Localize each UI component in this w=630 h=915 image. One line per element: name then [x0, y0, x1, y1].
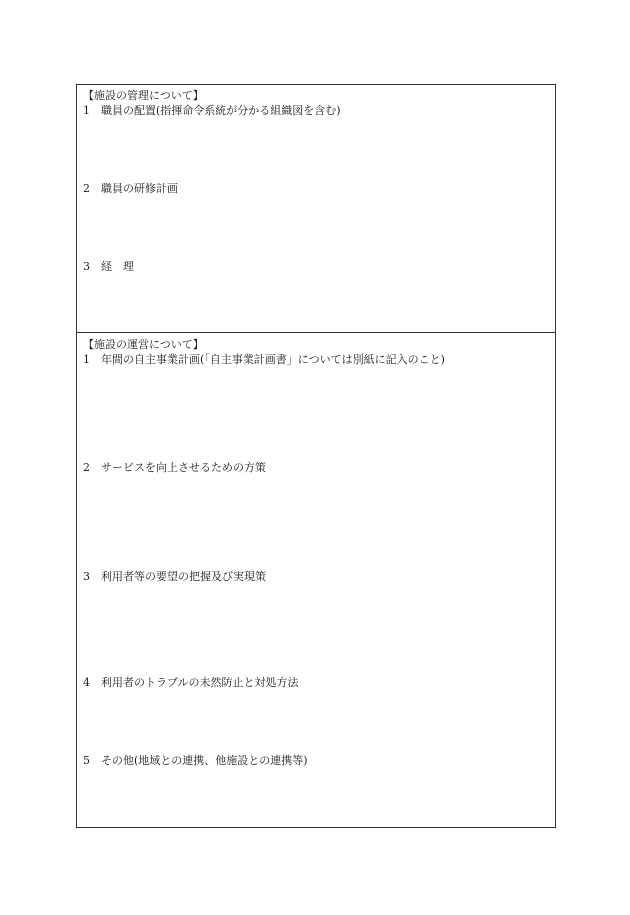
item-label: 年間の自主事業計画(「自主事業計画書」については別紙に記入のこと)	[101, 353, 445, 366]
operation-item-5	[83, 754, 308, 767]
operation-item-1	[83, 353, 445, 366]
item-number: 5	[83, 754, 90, 767]
item-number: 3	[83, 570, 90, 583]
item-label: 経 理	[101, 260, 134, 273]
item-label: その他(地域との連携、他施設との連携等)	[101, 754, 308, 767]
operation-item-2	[83, 461, 266, 474]
management-item-2	[83, 182, 178, 195]
item-label: 利用者のトラブルの未然防止と対処方法	[101, 676, 299, 689]
item-number: 1	[83, 353, 90, 366]
operation-section	[77, 333, 555, 827]
operation-header: 【施設の運営について】	[83, 338, 204, 351]
item-number: 1	[83, 104, 90, 117]
item-label: 職員の配置(指揮命令系統が分かる組織図を含む)	[101, 104, 341, 117]
form-table	[76, 84, 556, 828]
operation-item-4	[83, 676, 299, 689]
item-number: 2	[83, 182, 90, 195]
management-header: 【施設の管理について】	[83, 89, 204, 102]
item-number: 4	[83, 676, 90, 689]
management-item-3	[83, 260, 134, 273]
item-number: 2	[83, 461, 90, 474]
item-label: 利用者等の要望の把握及び実現策	[101, 570, 266, 583]
item-label: 職員の研修計画	[101, 182, 178, 195]
item-number: 3	[83, 260, 90, 273]
item-label: サービスを向上させるための方策	[101, 461, 266, 474]
management-item-1	[83, 104, 341, 117]
management-section	[77, 85, 555, 333]
operation-item-3	[83, 570, 266, 583]
